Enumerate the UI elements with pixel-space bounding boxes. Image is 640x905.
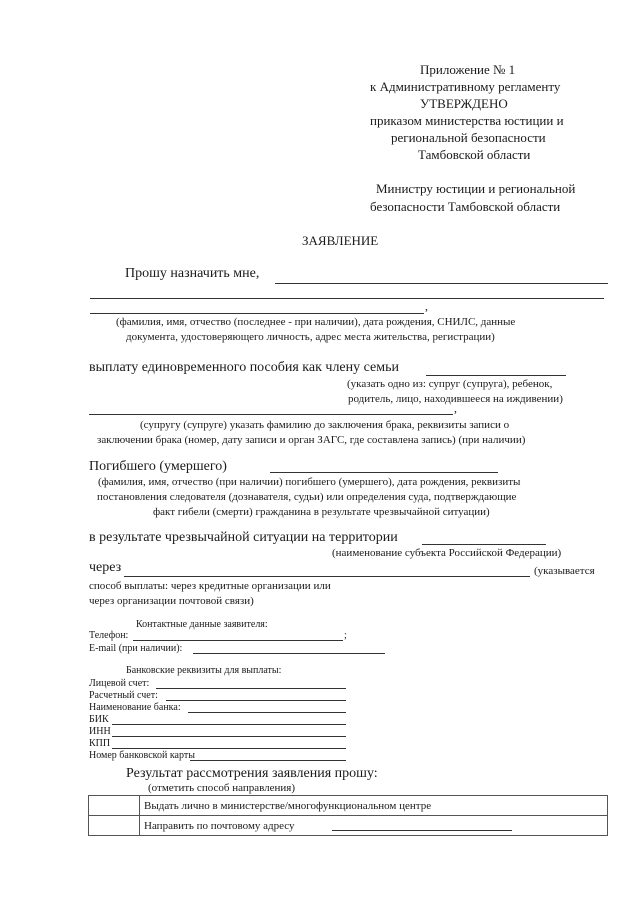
in-person-checkbox[interactable] <box>89 796 140 816</box>
phone-field[interactable] <box>133 640 343 641</box>
postal-label-text: Направить по почтовому адресу <box>144 819 295 832</box>
result-hint: (отметить способ направления) <box>148 782 296 794</box>
settlement-label: Расчетный счет: <box>89 690 158 701</box>
order-line-3: Тамбовской области <box>418 147 531 162</box>
deceased-lead: Погибшего (умершего) <box>89 459 227 474</box>
deceased-hint-3: факт гибели (смерти) гражданина в результате чрезвычайной ситуации) <box>153 506 490 518</box>
deceased-hint-1: (фамилия, имя, отчество (при наличии) погибшего (умершего), дата рождения, реквизиты <box>98 476 521 488</box>
payment-lead: выплату единовременного пособия как члену семьи <box>89 360 399 375</box>
bank-name-field[interactable] <box>188 712 346 713</box>
delivery-option-row <box>89 816 608 836</box>
delivery-options <box>88 795 608 836</box>
card-label: Номер банковской карты <box>89 750 195 761</box>
request-hint-2: документа, удостоверяющего личность, адрес места жительства, регистрации) <box>126 331 495 343</box>
postal-checkbox[interactable] <box>89 816 140 836</box>
spouse-hint-1: (супругу (супруге) указать фамилию до заключения брака, реквизиты записи о <box>140 419 510 431</box>
method-hint-2: через организации почтовой связи) <box>89 595 254 607</box>
method-lead: через <box>89 560 122 575</box>
order-line-1: приказом министерства юстиции и <box>370 113 564 128</box>
emergency-hint: (наименование субъекта Российской Федерации) <box>332 547 562 559</box>
deceased-hint-2: постановления следователя (дознавателя, судьи) или определения суда, подтверждающие <box>97 491 517 503</box>
postal-label <box>140 816 608 836</box>
method-hint-1: способ выплаты: через кредитные организации или <box>89 580 331 592</box>
settlement-field[interactable] <box>166 700 346 701</box>
bank-name-label: Наименование банка: <box>89 702 181 713</box>
kpp-label: КПП <box>89 738 111 749</box>
inn-field[interactable] <box>112 736 346 737</box>
contacts-title: Контактные данные заявителя: <box>136 619 268 630</box>
kpp-field[interactable] <box>112 748 346 749</box>
deceased-field[interactable] <box>270 472 498 473</box>
method-tail: (указывается <box>534 565 595 577</box>
payment-hint-2: родитель, лицо, находившееся на иждивении) <box>348 393 563 405</box>
approved-label: УТВЕРЖДЕНО <box>420 96 508 111</box>
regulation-reference: к Административному регламенту <box>370 79 561 94</box>
spouse-info-field[interactable] <box>89 414 453 415</box>
in-person-label: Выдать лично в министерстве/многофункциональном центре <box>140 796 608 816</box>
payment-hint-1: (указать одно из: супруг (супруга), ребенок, <box>347 378 553 390</box>
phone-semicolon: ; <box>344 630 347 641</box>
request-line-3[interactable] <box>90 313 424 314</box>
email-field[interactable] <box>193 653 385 654</box>
region-field[interactable] <box>422 544 546 545</box>
bik-field[interactable] <box>112 724 346 725</box>
result-title: Результат рассмотрения заявления прошу: <box>126 766 378 781</box>
delivery-option-row <box>89 796 608 816</box>
document-title: ЗАЯВЛЕНИЕ <box>302 233 379 248</box>
bank-title: Банковские реквизиты для выплаты: <box>126 665 282 676</box>
request-line-2[interactable] <box>90 298 604 299</box>
spouse-hint-2: заключении брака (номер, дату записи и орган ЗАГС, где составлена запись) (при наличии) <box>97 434 526 446</box>
addressee-line-1: Министру юстиции и региональной <box>376 181 576 196</box>
request-hint-1: (фамилия, имя, отчество (последнее - при наличии), дата рождения, СНИЛС, данные <box>116 316 516 328</box>
request-lead: Прошу назначить мне, <box>125 266 260 281</box>
request-comma: , <box>425 299 428 313</box>
family-member-field[interactable] <box>426 375 566 376</box>
account-label: Лицевой счет: <box>89 678 150 689</box>
inn-label: ИНН <box>89 726 111 737</box>
email-label: E-mail (при наличии): <box>89 643 183 654</box>
account-field[interactable] <box>156 688 346 689</box>
addressee-line-2: безопасности Тамбовской области <box>370 199 561 214</box>
order-line-2: региональной безопасности <box>391 130 546 145</box>
appendix-number: Приложение № 1 <box>420 62 516 77</box>
card-field[interactable] <box>190 760 346 761</box>
phone-label: Телефон: <box>89 630 129 641</box>
bik-label: БИК <box>89 714 109 725</box>
spouse-comma: , <box>454 401 457 415</box>
method-field[interactable] <box>124 576 530 577</box>
request-name-field[interactable] <box>275 283 608 284</box>
emergency-lead: в результате чрезвычайной ситуации на территории <box>89 530 398 545</box>
postal-address-field[interactable] <box>332 830 512 831</box>
